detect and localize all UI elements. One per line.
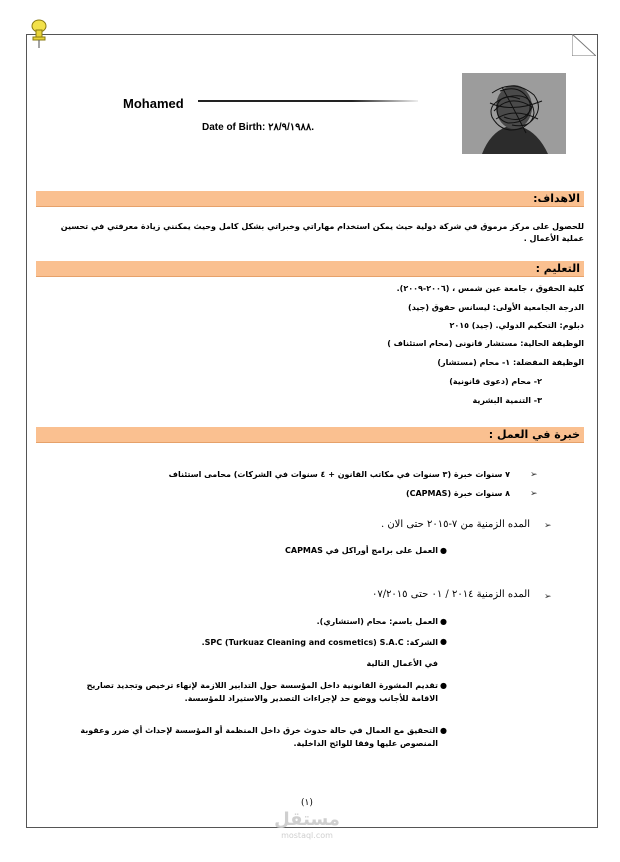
bullet-dot-icon: ● [440,637,447,646]
education-line: كلية الحقوق ، جامعة عين شمس ، (٢٠٠٦-٢٠٠٩). [396,284,584,293]
objectives-heading: الاهداف: [36,191,584,207]
period-2-item: تقديم المشورة القانونية داخل المؤسسة حول التدابير اللازمة لإنهاء ترخيص وتجديد تصاريح الاقامة للأجانب ووضع حد لإجراءات التصدير والاستيراد للمؤسسة. [86,681,438,703]
chevron-bullet-icon: ➢ [544,521,552,531]
bullet-dot-icon: ● [440,681,447,690]
page-number: (١) [301,798,313,808]
bullet-dot-icon: ● [440,546,447,555]
watermark-logo [262,809,352,844]
dob-label: Date of Birth: [202,122,266,133]
folded-corner [572,34,596,56]
period-2-item: الشركة: SPC (Turkuaz Cleaning and cosmetics) S.A.C. [201,638,438,647]
watermark-text: مستقل [274,809,340,830]
profile-photo [462,73,566,154]
period-1-item: العمل على برامج أوراكل في CAPMAS [285,546,438,555]
pushpin-icon [28,18,50,48]
chevron-bullet-icon: ➢ [544,592,552,602]
education-line: الوظيفة الحالية: مستشار قانونى (محام استئناف ) [387,339,584,348]
education-heading: التعليم : [36,261,584,277]
date-of-birth [202,122,314,133]
education-line: ٣- التنمية البشرية [472,396,542,405]
experience-summary: ٨ سنوات خبرة (CAPMAS) [405,489,510,498]
period-2-subheading: في الأعمال التالية [366,659,438,668]
experience-heading: خبرة في العمل : [36,427,584,443]
period-2-item: التحقيق مع العمال في حالة حدوث خرق داخل المنظمة أو المؤسسة لإحداث أي ضرر وعقوبة المنصوص عليها وفقا للوائح الداخلية. [80,726,438,748]
objectives-text: للحصول على مركز مرموق في شركة دولية حيث يمكن استخدام مهاراتي وخبراتي بشكل كامل وحيث يمكنني زيادة معرفتي في تحسين عملية الأعمال . [60,222,584,243]
bullet-dot-icon: ● [440,617,447,626]
experience-summary: ٧ سنوات خبرة (٣ سنوات في مكاتب القانون + ٤ سنوات في الشركات) محامى استئناف [168,470,510,479]
period-1: المده الزمنية من ٧-٢٠١٥ حتى الان . [380,519,530,530]
period-2: المده الزمنية ٢٠١٤ / ٠١ حتى ٠٧/٢٠١٥ [371,589,530,600]
bullet-dot-icon: ● [440,726,447,735]
chevron-bullet-icon: ➢ [530,470,538,480]
redacted-surname-line [198,100,418,102]
dob-value: ٢٨/٩/١٩٨٨. [268,122,315,133]
education-line: ٢- محام (دعوى قانونية) [449,377,542,386]
candidate-name: Mohamed [123,96,184,111]
education-line: الدرجة الجامعية الأولى: ليسانس حقوق (جيد) [408,303,584,312]
period-2-item: العمل باسم: محام (استشاري). [316,617,438,626]
education-line: دبلوم: التحكيم الدولي. (جيد) ٢٠١٥ [449,321,584,330]
watermark-url: mostaql.com [281,831,333,840]
education-line: الوظيفة المفضلة: ١- محام (مستشار) [437,358,584,367]
chevron-bullet-icon: ➢ [530,489,538,499]
